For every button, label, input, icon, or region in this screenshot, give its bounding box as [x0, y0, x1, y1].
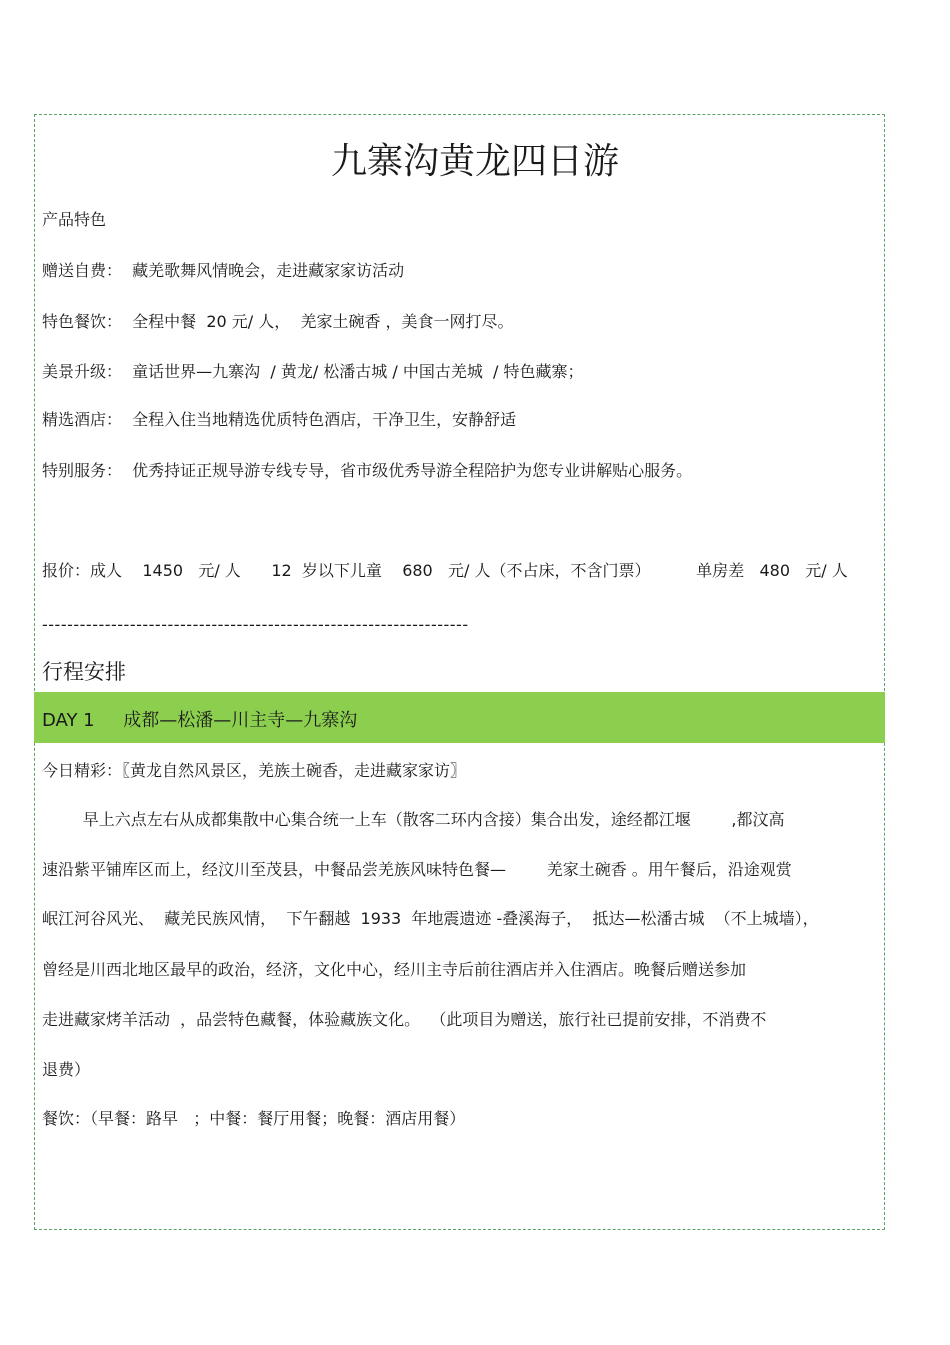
day1-description-line: 走进藏家烤羊活动 ，品尝特色藏餐，体验藏族文化。 （此项目为赠送，旅行社已提前安排，不消费不 [42, 1010, 767, 1029]
feature-dining: 特色餐饮： 全程中餐 20 元/ 人， 羌家土碗香 ，美食一网打尽。 [42, 312, 514, 331]
day1-description-line: 曾经是川西北地区最早的政治，经济，文化中心，经川主寺后前往酒店并入住酒店。晚餐后赠送参加 [42, 960, 747, 979]
day1-description-line: 退费） [42, 1060, 91, 1079]
feature-gift: 赠送自费： 藏羌歌舞风情晚会，走进藏家家访活动 [42, 261, 405, 280]
features-heading: 产品特色 [42, 210, 107, 229]
itinerary-heading: 行程安排 [42, 660, 126, 684]
day1-highlight: 今日精彩：〖黄龙自然风景区，羌族土碗香，走进藏家家访〗 [42, 761, 467, 780]
day1-header: DAY 1 成都—松潘—川主寺—九寨沟 [42, 710, 358, 731]
feature-hotel: 精选酒店： 全程入住当地精选优质特色酒店，干净卫生，安静舒适 [42, 410, 517, 429]
day1-description-line: 早上六点左右从成都集散中心集合统一上车（散客二环内含接）集合出发，途经都江堰 ,都汶高 [42, 810, 785, 829]
feature-service: 特别服务： 优秀持证正规导游专线专导，省市级优秀导游全程陪护为您专业讲解贴心服务。 [42, 461, 693, 480]
day1-description-line: 速沿紫平铺库区而上，经汶川至茂县，中餐品尝羌族风味特色餐— 羌家土碗香 。用午餐后，沿途观赏 [42, 860, 792, 879]
day1-description-line: 岷江河谷风光、 藏羌民族风情， 下午翻越 1933 年地震遗迹 -叠溪海子， 抵达—松潘古城 （不上城墙）， [42, 909, 819, 928]
feature-scenery: 美景升级： 童话世界—九寨沟 / 黄龙/ 松潘古城 / 中国古羌城 / 特色藏寨； [42, 362, 584, 381]
day1-meals: 餐饮：（早餐：路早 ；中餐：餐厅用餐；晚餐：酒店用餐） [42, 1109, 466, 1128]
page-title: 九寨沟黄龙四日游 [330, 141, 619, 182]
price-line: 报价：成人 1450 元/ 人 12 岁以下儿童 680 元/ 人（不占床，不含门票） 单房差 480 元/ 人 [42, 561, 848, 580]
divider: -------------------------------------------------------------------- [42, 615, 469, 634]
